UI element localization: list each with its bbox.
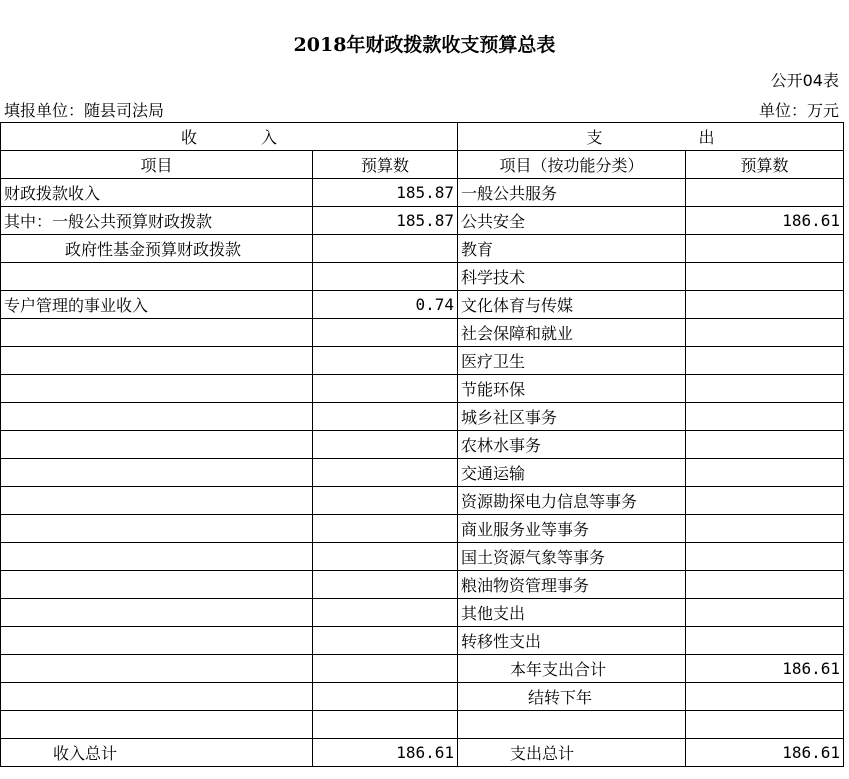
income-value-cell bbox=[313, 655, 458, 683]
expense-item-cell: 本年支出合计 bbox=[458, 655, 686, 683]
reporting-unit: 填报单位：随县司法局 bbox=[4, 101, 165, 120]
income-value-cell bbox=[313, 599, 458, 627]
income-value-cell bbox=[313, 375, 458, 403]
table-row bbox=[1, 543, 844, 571]
income-value-cell: 185.87 bbox=[313, 179, 458, 207]
table-row bbox=[1, 627, 844, 655]
expense-item-cell: 科学技术 bbox=[458, 263, 686, 291]
income-value-cell bbox=[313, 347, 458, 375]
expense-item-cell: 支出总计 bbox=[458, 739, 686, 767]
expense-value-cell: 186.61 bbox=[686, 655, 844, 683]
expense-item-cell: 节能环保 bbox=[458, 375, 686, 403]
expense-value-cell bbox=[686, 627, 844, 655]
expense-value-cell bbox=[686, 403, 844, 431]
budget-table bbox=[0, 122, 844, 767]
expense-item-cell bbox=[458, 711, 686, 739]
table-row bbox=[1, 655, 844, 683]
table-row bbox=[1, 459, 844, 487]
expense-value-cell bbox=[686, 515, 844, 543]
income-item-cell bbox=[1, 375, 313, 403]
expense-value-cell bbox=[686, 543, 844, 571]
unit-label: 单位：万元 bbox=[758, 101, 839, 120]
expense-value-cell: 186.61 bbox=[686, 739, 844, 767]
income-item-cell bbox=[1, 263, 313, 291]
income-value-cell bbox=[313, 627, 458, 655]
expense-item-cell: 公共安全 bbox=[458, 207, 686, 235]
income-value-cell bbox=[313, 459, 458, 487]
expense-item-cell: 交通运输 bbox=[458, 459, 686, 487]
expense-value-cell bbox=[686, 459, 844, 487]
table-row bbox=[1, 263, 844, 291]
expense-item-header: 项目（按功能分类） bbox=[458, 151, 686, 179]
table-row bbox=[1, 599, 844, 627]
income-item-cell bbox=[1, 711, 313, 739]
expense-value-cell bbox=[686, 711, 844, 739]
table-row bbox=[1, 403, 844, 431]
income-item-cell: 收入总计 bbox=[1, 739, 313, 767]
table-row bbox=[1, 291, 844, 319]
expense-value-cell bbox=[686, 179, 844, 207]
income-item-cell bbox=[1, 319, 313, 347]
expense-value-cell bbox=[686, 319, 844, 347]
expense-item-cell: 文化体育与传媒 bbox=[458, 291, 686, 319]
income-value-cell bbox=[313, 683, 458, 711]
income-value-cell: 0.74 bbox=[313, 291, 458, 319]
expense-item-cell: 资源勘探电力信息等事务 bbox=[458, 487, 686, 515]
expense-value-cell bbox=[686, 291, 844, 319]
table-row bbox=[1, 347, 844, 375]
expense-value-cell bbox=[686, 235, 844, 263]
expense-item-cell: 一般公共服务 bbox=[458, 179, 686, 207]
expense-value-cell bbox=[686, 347, 844, 375]
income-value-cell bbox=[313, 263, 458, 291]
income-budget-header: 预算数 bbox=[313, 151, 458, 179]
table-row bbox=[1, 571, 844, 599]
table-row bbox=[1, 235, 844, 263]
income-item-cell bbox=[1, 683, 313, 711]
income-value-cell bbox=[313, 319, 458, 347]
income-item-header: 项目 bbox=[1, 151, 313, 179]
income-section-header: 收 入 bbox=[1, 123, 458, 151]
income-value-cell bbox=[313, 235, 458, 263]
income-value-cell bbox=[313, 571, 458, 599]
expense-item-cell: 转移性支出 bbox=[458, 627, 686, 655]
income-item-cell bbox=[1, 487, 313, 515]
income-item-cell bbox=[1, 515, 313, 543]
income-item-cell bbox=[1, 347, 313, 375]
income-item-cell bbox=[1, 459, 313, 487]
income-value-cell bbox=[313, 515, 458, 543]
column-header-row bbox=[1, 151, 844, 179]
income-item-cell bbox=[1, 571, 313, 599]
expense-value-cell bbox=[686, 375, 844, 403]
income-item-cell bbox=[1, 431, 313, 459]
expense-item-cell: 医疗卫生 bbox=[458, 347, 686, 375]
income-item-cell: 财政拨款收入 bbox=[1, 179, 313, 207]
expense-budget-header: 预算数 bbox=[686, 151, 844, 179]
income-value-cell bbox=[313, 403, 458, 431]
expense-item-cell: 结转下年 bbox=[458, 683, 686, 711]
expense-value-cell bbox=[686, 599, 844, 627]
form-code: 公开04表 bbox=[770, 71, 839, 90]
income-value-cell: 186.61 bbox=[313, 739, 458, 767]
table-row bbox=[1, 207, 844, 235]
income-value-cell: 185.87 bbox=[313, 207, 458, 235]
expense-value-cell bbox=[686, 263, 844, 291]
expense-value-cell bbox=[686, 683, 844, 711]
expense-item-cell: 教育 bbox=[458, 235, 686, 263]
expense-item-cell: 商业服务业等事务 bbox=[458, 515, 686, 543]
table-row bbox=[1, 375, 844, 403]
income-item-cell: 专户管理的事业收入 bbox=[1, 291, 313, 319]
section-header-row bbox=[1, 123, 844, 151]
table-row bbox=[1, 739, 844, 767]
table-row bbox=[1, 515, 844, 543]
page-title: 2018年财政拨款收支预算总表 bbox=[293, 34, 556, 56]
table-row bbox=[1, 179, 844, 207]
expense-section-header: 支 出 bbox=[458, 123, 844, 151]
income-value-cell bbox=[313, 431, 458, 459]
expense-value-cell bbox=[686, 431, 844, 459]
table-row bbox=[1, 431, 844, 459]
income-value-cell bbox=[313, 543, 458, 571]
income-item-cell bbox=[1, 403, 313, 431]
income-item-cell bbox=[1, 655, 313, 683]
expense-item-cell: 国土资源气象等事务 bbox=[458, 543, 686, 571]
expense-value-cell: 186.61 bbox=[686, 207, 844, 235]
expense-item-cell: 城乡社区事务 bbox=[458, 403, 686, 431]
table-row bbox=[1, 319, 844, 347]
income-item-cell bbox=[1, 543, 313, 571]
income-item-cell: 政府性基金预算财政拨款 bbox=[1, 235, 313, 263]
expense-value-cell bbox=[686, 571, 844, 599]
income-item-cell bbox=[1, 627, 313, 655]
expense-value-cell bbox=[686, 487, 844, 515]
table-row bbox=[1, 711, 844, 739]
expense-item-cell: 其他支出 bbox=[458, 599, 686, 627]
table-row bbox=[1, 683, 844, 711]
expense-item-cell: 社会保障和就业 bbox=[458, 319, 686, 347]
income-item-cell bbox=[1, 599, 313, 627]
income-item-cell: 其中：一般公共预算财政拨款 bbox=[1, 207, 313, 235]
table-row bbox=[1, 487, 844, 515]
expense-item-cell: 粮油物资管理事务 bbox=[458, 571, 686, 599]
expense-item-cell: 农林水事务 bbox=[458, 431, 686, 459]
income-value-cell bbox=[313, 711, 458, 739]
income-value-cell bbox=[313, 487, 458, 515]
